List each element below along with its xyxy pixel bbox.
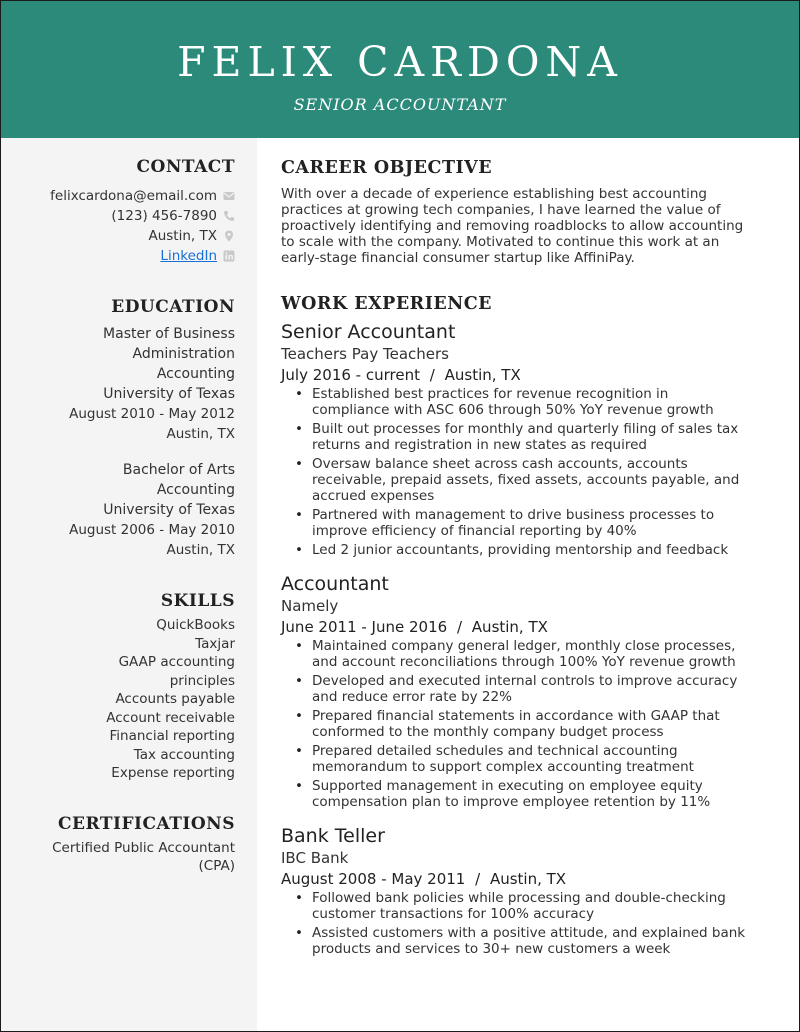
skill-item: QuickBooks xyxy=(156,617,235,633)
company-name: Teachers Pay Teachers xyxy=(281,345,449,363)
bullet-line: • Built out processes for monthly and quarterly filing of sales tax xyxy=(312,421,739,437)
bullet-line: • Followed bank policies while processing and double-checking xyxy=(312,890,726,906)
bullet-item xyxy=(295,743,771,775)
degree: Bachelor of Arts xyxy=(122,462,235,478)
skill-item: Accounts payable xyxy=(115,691,235,707)
bullet-line: memorandum to support complex accounting treatment xyxy=(312,759,694,775)
bullet-line: • Supported management in executing on employee equity xyxy=(312,778,703,794)
main-content xyxy=(281,156,771,960)
certification-item-continued: (CPA) xyxy=(198,858,235,874)
field-of-study: Accounting xyxy=(156,366,235,382)
job-title: Bank Teller xyxy=(281,825,385,847)
bullet-line: receivable, prepaid assets, fixed assets, accounts payable, and xyxy=(312,472,740,488)
skills-heading: SKILLS xyxy=(160,591,235,611)
job-dates: July 2016 - current xyxy=(281,366,420,384)
education-location: Austin, TX xyxy=(166,426,235,442)
separator: / xyxy=(475,870,481,888)
skill-item: principles xyxy=(169,672,235,689)
contact-linkedin xyxy=(10,246,235,266)
job-dates-location xyxy=(281,364,771,386)
bullet-item xyxy=(295,778,771,810)
email-text: felixcardona@email.com xyxy=(50,188,217,204)
objective-heading: CAREER OBJECTIVE xyxy=(281,158,493,178)
education-location: Austin, TX xyxy=(166,542,235,558)
objective-line: early-stage financial consumer startup like AffiniPay. xyxy=(281,250,635,266)
education-dates: August 2010 - May 2012 xyxy=(69,406,235,422)
bullet-line: accrued expenses xyxy=(312,488,435,504)
job-bullets xyxy=(295,890,771,957)
job-dates-location xyxy=(281,616,771,638)
candidate-name: FELIX CARDONA xyxy=(177,38,623,86)
school-name: University of Texas xyxy=(103,386,235,402)
envelope-icon xyxy=(223,190,235,202)
contact-heading: CONTACT xyxy=(136,157,235,177)
contact-phone xyxy=(10,206,235,226)
job-location: Austin, TX xyxy=(444,366,521,384)
bullet-item xyxy=(295,925,771,957)
bullet-item xyxy=(295,421,771,453)
bullet-line: • Developed and executed internal controls to improve accuracy xyxy=(312,673,738,689)
bullet-item xyxy=(295,673,771,705)
objective-line: to scale with the company. Motivated to continue this work at an xyxy=(281,234,720,250)
education-dates: August 2006 - May 2010 xyxy=(69,522,235,538)
job-dates-location xyxy=(281,868,771,890)
degree-continued: Administration xyxy=(132,346,235,362)
bullet-line: and reduce error rate by 22% xyxy=(312,689,512,705)
bullet-line: returns and registration in new states as required xyxy=(312,437,647,453)
sidebar xyxy=(1,138,257,1032)
bullet-item xyxy=(295,456,771,504)
separator: / xyxy=(456,618,463,636)
experience-heading: WORK EXPERIENCE xyxy=(281,294,492,314)
education-entry xyxy=(10,324,235,444)
objective-line: proactively identifying and removing roadblocks to allow accounting xyxy=(281,218,744,234)
linkedin-link[interactable]: LinkedIn xyxy=(160,248,217,264)
school-name: University of Texas xyxy=(103,502,235,518)
bullet-item xyxy=(295,638,771,670)
bullet-line: • Maintained company general ledger, monthly close processes, xyxy=(312,638,736,654)
bullet-line: compensation plan to improve employee retention by 11% xyxy=(312,794,711,810)
skill-item: Taxjar xyxy=(195,635,235,652)
contact-location xyxy=(10,226,235,246)
job-entry xyxy=(281,572,771,810)
objective-text xyxy=(281,186,771,266)
bullet-line: • Established best practices for revenue recognition in xyxy=(312,386,669,402)
company-name: Namely xyxy=(281,597,339,615)
bullet-line: • Prepared financial statements in accordance with GAAP that xyxy=(312,708,720,724)
bullet-item xyxy=(295,542,771,558)
skill-item: GAAP accounting xyxy=(118,654,235,670)
bullet-line: • Prepared detailed schedules and technical accounting xyxy=(312,743,678,759)
bullet-line: • Led 2 junior accountants, providing mentorship and feedback xyxy=(312,542,729,558)
candidate-title: SENIOR ACCOUNTANT xyxy=(293,95,507,114)
bullet-item xyxy=(295,386,771,418)
resume-header xyxy=(1,1,799,138)
job-bullets xyxy=(295,386,771,558)
job-title: Accountant xyxy=(281,573,389,595)
sidebar-content xyxy=(10,156,235,876)
job-entry xyxy=(281,824,771,957)
separator: / xyxy=(429,366,435,384)
skill-item: Account receivable xyxy=(106,709,235,726)
bullet-line: improve efficiency of financial reporting by 40% xyxy=(312,523,637,539)
education-entry xyxy=(10,460,235,560)
job-location: Austin, TX xyxy=(471,618,548,636)
bullet-line: • Partnered with management to drive business processes to xyxy=(312,507,715,523)
skill-item: Expense reporting xyxy=(111,765,235,781)
bullet-line: customer transactions for 100% accuracy xyxy=(312,906,595,922)
job-entry xyxy=(281,320,771,558)
bullet-line: • Oversaw balance sheet across cash accounts, accounts xyxy=(312,456,688,472)
job-dates: June 2011 - June 2016 xyxy=(281,618,448,636)
job-bullets xyxy=(295,638,771,810)
bullet-line: • Assisted customers with a positive attitude, and explained bank xyxy=(312,925,746,941)
bullet-item xyxy=(295,507,771,539)
skill-item: Tax accounting xyxy=(133,746,235,763)
bullet-line: and account reconciliations through 100% YoY revenue growth xyxy=(312,654,736,670)
linkedin-icon xyxy=(223,250,235,262)
job-dates: August 2008 - May 2011 xyxy=(281,870,466,888)
skill-item: Financial reporting xyxy=(109,728,235,744)
phone-icon xyxy=(223,210,235,222)
phone-text: (123) 456-7890 xyxy=(111,208,217,224)
job-location: Austin, TX xyxy=(489,870,567,888)
bullet-item xyxy=(295,708,771,740)
education-heading: EDUCATION xyxy=(111,297,235,317)
degree: Master of Business xyxy=(103,326,235,342)
certification-item: Certified Public Accountant xyxy=(52,839,235,856)
bullet-item xyxy=(295,890,771,922)
location-text: Austin, TX xyxy=(148,228,217,244)
field-of-study: Accounting xyxy=(156,482,235,498)
objective-line: With over a decade of experience establishing best accounting xyxy=(281,186,707,202)
bullet-line: products and services to 30+ new customers a week xyxy=(312,941,671,957)
skills-list xyxy=(10,616,235,783)
company-name: IBC Bank xyxy=(281,849,349,867)
objective-line: practices at growing tech companies, I have learned the value of xyxy=(281,202,721,218)
bullet-line: compliance with ASC 606 through 50% YoY revenue growth xyxy=(312,402,714,418)
contact-email xyxy=(10,186,235,206)
bullet-line: conformed to the monthly company budget process xyxy=(312,724,664,740)
certifications-heading: CERTIFICATIONS xyxy=(58,813,235,834)
map-pin-icon xyxy=(223,230,235,242)
job-title: Senior Accountant xyxy=(281,321,456,343)
